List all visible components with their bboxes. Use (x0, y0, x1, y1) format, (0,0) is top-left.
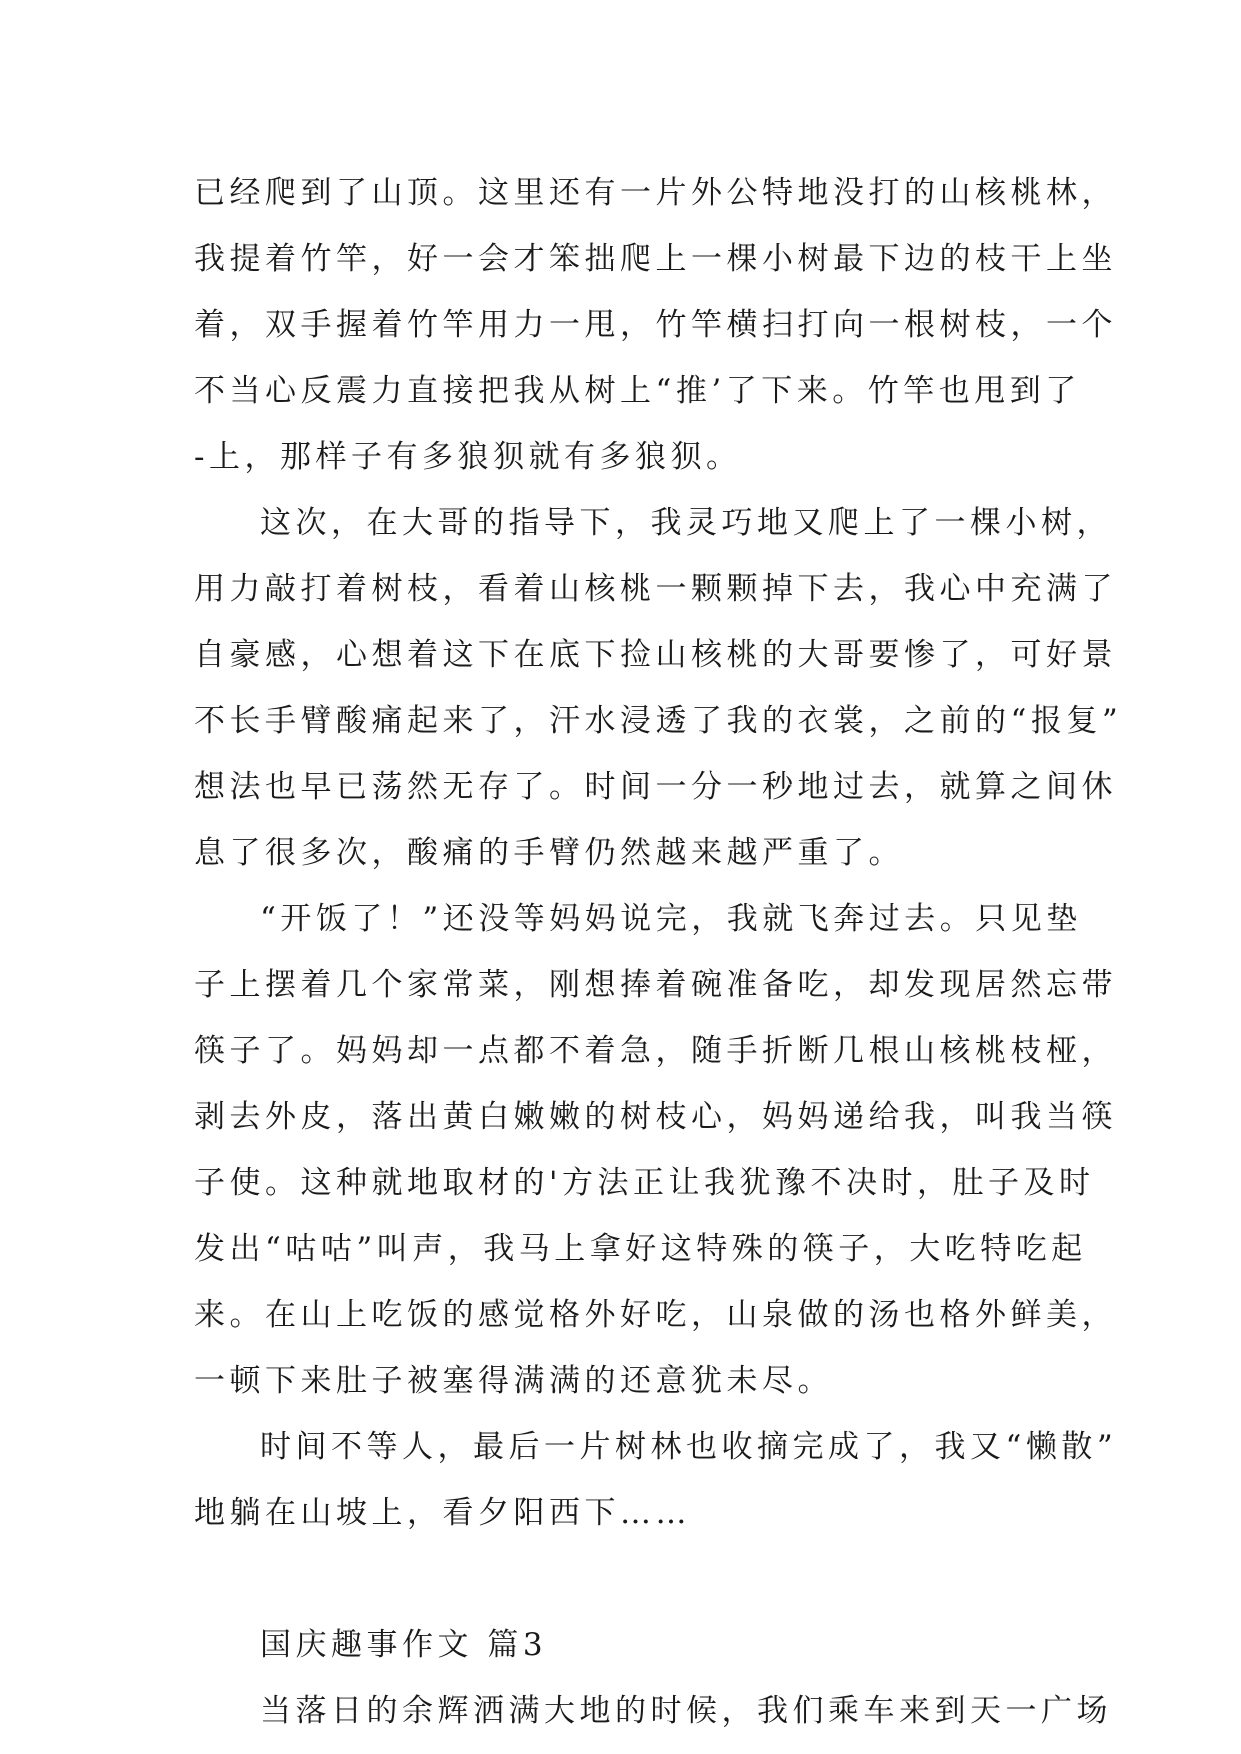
text-line: 想法也早已荡然无存了。时间一分一秒地过去，就算之间休 (194, 769, 1117, 805)
text-line: 来。在山上吃饭的感觉格外好吃，山泉做的汤也格外鲜美， (194, 1297, 1117, 1333)
text-line: 用力敲打着树枝，看着山核桃一颗颗掉下去，我心中充满了 (194, 571, 1117, 607)
text-line: 子上摆着几个家常菜，刚想捧着碗准备吃，却发现居然忘带 (194, 967, 1117, 1003)
text-line: 一顿下来肚子被塞得满满的还意犹未尽。 (194, 1363, 833, 1399)
paragraph-4 (194, 1414, 1118, 1546)
paragraph-2 (194, 490, 1123, 886)
text-line: 息了很多次，酸痛的手臂仍然越来越严重了。 (194, 835, 904, 871)
text-line: 自豪感，心想着这下在底下捡山核桃的大哥要惨了，可好景 (194, 637, 1117, 673)
section-heading: 国庆趣事作文 篇3 (260, 1627, 548, 1663)
text-line: 子使。这种就地取材的'方法正让我犹豫不决时，肚子及时 (194, 1165, 1095, 1201)
text-line: 已经爬到了山顶。这里还有一片外公特地没打的山核桃林， (194, 175, 1117, 211)
document-page (194, 160, 1123, 1744)
text-line: 当落日的余辉洒满大地的时候，我们乘车来到天一广场 (260, 1693, 1112, 1729)
text-line: “开饭了！”还没等妈妈说完，我就飞奔过去。只见垫 (260, 901, 1082, 937)
section-gap (194, 1546, 1064, 1612)
text-line: -上，那样子有多狼狈就有多狼狈。 (194, 439, 742, 475)
text-line: 发出“咕咕”叫声，我马上拿好这特殊的筷子，大吃特吃起 (194, 1231, 1087, 1267)
text-line: 地躺在山坡上，看夕阳西下…… (194, 1495, 691, 1531)
text-line: 着，双手握着竹竿用力一甩，竹竿横扫打向一根树枝，一个 (194, 307, 1117, 343)
text-line: 这次，在大哥的指导下，我灵巧地又爬上了一棵小树， (260, 505, 1112, 541)
paragraph-1 (194, 160, 1117, 490)
text-line: 筷子了。妈妈却一点都不着急，随手折断几根山核桃枝桠， (194, 1033, 1117, 1069)
text-line: 剥去外皮，落出黄白嫩嫩的树枝心，妈妈递给我，叫我当筷 (194, 1099, 1117, 1135)
text-line: 不当心反震力直接把我从树上“推’了下来。竹竿也甩到了 (194, 373, 1081, 409)
text-line: 不长手臂酸痛起来了，汗水浸透了我的衣裳，之前的“报复” (194, 703, 1123, 739)
paragraph-3 (194, 886, 1117, 1414)
text-line: 时间不等人，最后一片树林也收摘完成了，我又“懒散” (260, 1429, 1118, 1465)
text-line: 我提着竹竿，好一会才笨拙爬上一棵小树最下边的枝干上坐 (194, 241, 1117, 277)
